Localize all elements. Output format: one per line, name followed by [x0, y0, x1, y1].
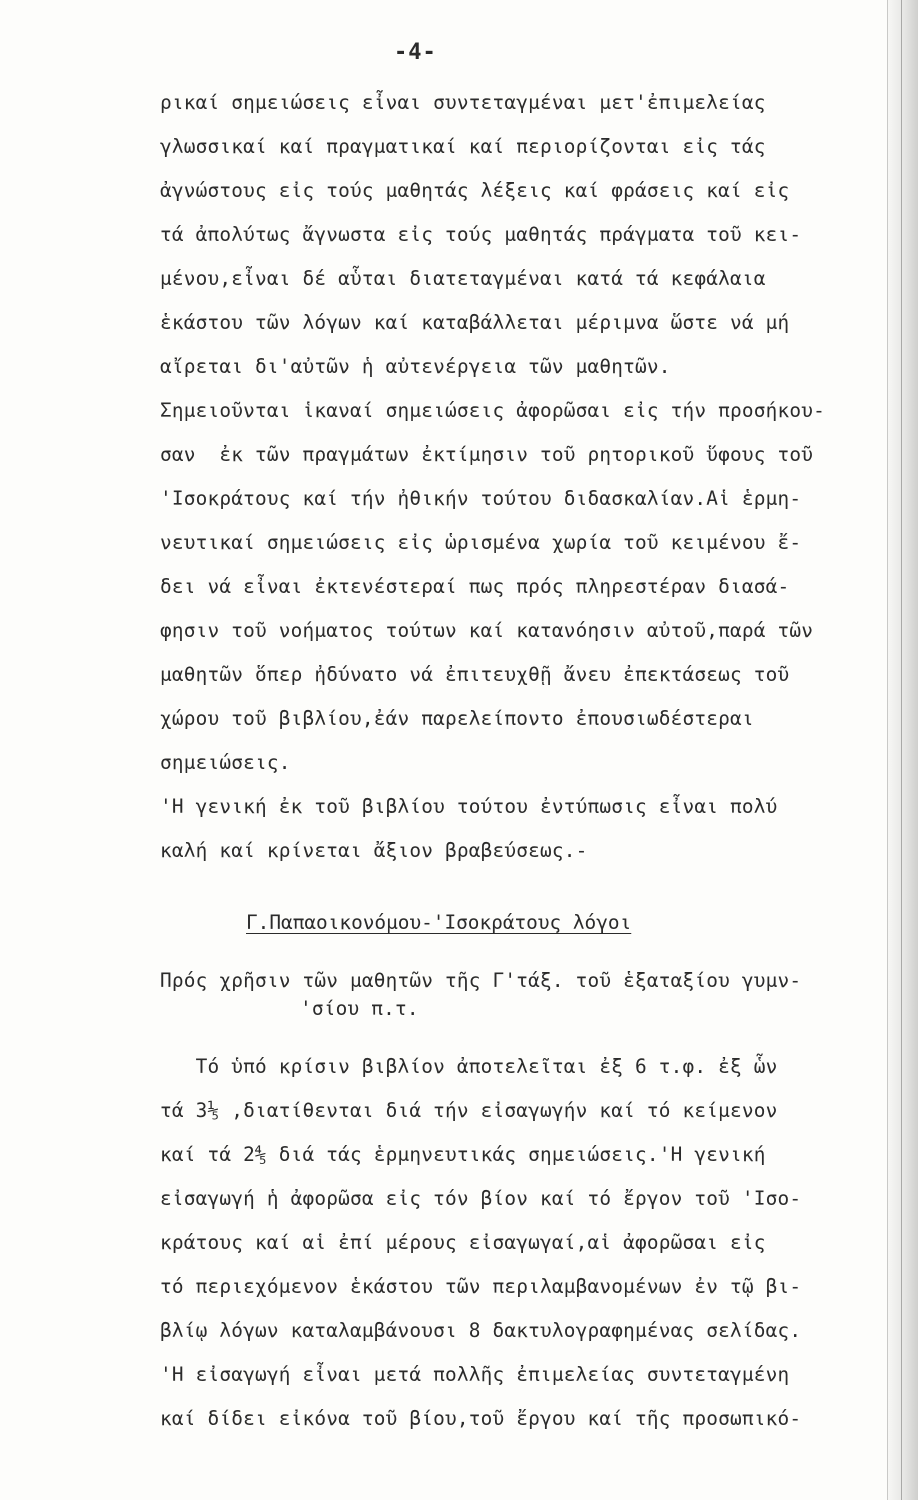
page-number: -4-: [394, 40, 437, 65]
text-line: μαθητῶν ὅπερ ἠδύνατο νά ἐπιτευχθῇ ἄνευ ἐπεκτάσεως τοῦ: [160, 663, 790, 686]
text-line: νευτικαί σημειώσεις εἰς ὡρισμένα χωρία τοῦ κειμένου ἔ-: [160, 531, 802, 554]
text-line: δει νά εἶναι ἐκτενέστεραί πως πρός πληρεστέραν διασά-: [160, 575, 790, 598]
text-line: γλωσσικαί καί πραγματικαί καί περιορίζονται εἰς τάς: [160, 135, 766, 158]
subtitle-line: 'σίου π.τ.: [300, 997, 419, 1020]
text-line: καί τά 2⅘ διά τάς ἑρμηνευτικάς σημειώσεις.'Η γενική: [160, 1143, 766, 1166]
text-line: σημειώσεις.: [160, 751, 291, 774]
text-line: καλή καί κρίνεται ἄξιον βραβεύσεως.-: [160, 839, 588, 862]
subtitle-line: Πρός χρῆσιν τῶν μαθητῶν τῆς Γ'τάξ. τοῦ ἑξαταξίου γυμν-: [160, 969, 802, 992]
binding-line: [901, 0, 902, 1500]
text-line: 'Η εἰσαγωγή εἶναι μετά πολλῆς ἐπιμελείας συντεταγμένη: [160, 1363, 790, 1386]
text-line: σαν ἐκ τῶν πραγμάτων ἐκτίμησιν τοῦ ρητορικοῦ ὕφους τοῦ: [160, 443, 814, 466]
text-line: κράτους καί αἱ ἐπί μέρους εἰσαγωγαί,αἱ ἀφορῶσαι εἰς: [160, 1231, 766, 1254]
text-line: βλίῳ λόγων καταλαμβάνουσι 8 δακτυλογραφημένας σελίδας.: [160, 1319, 802, 1342]
text-line: φησιν τοῦ νοήματος τούτων καί κατανόησιν αὐτοῦ,παρά τῶν: [160, 619, 814, 642]
text-line: μένου,εἶναι δέ αὗται διατεταγμέναι κατά τά κεφάλαια: [160, 267, 766, 290]
page-edge-binding: [887, 0, 918, 1500]
text-line: ρικαί σημειώσεις εἶναι συντεταγμέναι μετ'ἐπιμελείας: [160, 91, 766, 114]
text-line: χώρου τοῦ βιβλίου,ἐάν παρελείποντο ἐπουσιωδέστεραι: [160, 707, 754, 730]
text-line: 'Ισοκράτους καί τήν ἠθικήν τούτου διδασκαλίαν.Αἱ ἑρμη-: [160, 487, 802, 510]
text-line: εἰσαγωγή ἡ ἀφορῶσα εἰς τόν βίον καί τό ἔργον τοῦ 'Ισο-: [160, 1187, 802, 1210]
text-line: καί δίδει εἰκόνα τοῦ βίου,τοῦ ἔργου καί τῆς προσωπικό-: [160, 1407, 802, 1430]
text-line: τά 3⅕ ,διατίθενται διά τήν εἰσαγωγήν καί τό κείμενον: [160, 1099, 778, 1122]
text-line: ἀγνώστους εἰς τούς μαθητάς λέξεις καί φράσεις καί εἰς: [160, 179, 790, 202]
text-line: Σημειοῦνται ἱκαναί σημειώσεις ἀφορῶσαι εἰς τήν προσήκου-: [160, 399, 825, 422]
text-line: τό περιεχόμενον ἑκάστου τῶν περιλαμβανομένων ἐν τῷ βι-: [160, 1275, 802, 1298]
text-line: ἑκάστου τῶν λόγων καί καταβάλλεται μέριμνα ὥστε νά μή: [160, 311, 790, 334]
text-line: Τό ὑπό κρίσιν βιβλίον ἀποτελεῖται ἐξ 6 τ.φ. ἐξ ὧν: [160, 1055, 778, 1078]
text-line: τά ἀπολύτως ἄγνωστα εἰς τούς μαθητάς πράγματα τοῦ κει-: [160, 223, 802, 246]
text-line: 'Η γενική ἐκ τοῦ βιβλίου τούτου ἐντύπωσις εἶναι πολύ: [160, 795, 778, 818]
section-title: Γ.Παπαοικονόμου-'Ισοκράτους λόγοι: [246, 911, 632, 934]
text-line: αἴρεται δι'αὐτῶν ἡ αὐτενέργεια τῶν μαθητῶν.: [160, 355, 671, 378]
